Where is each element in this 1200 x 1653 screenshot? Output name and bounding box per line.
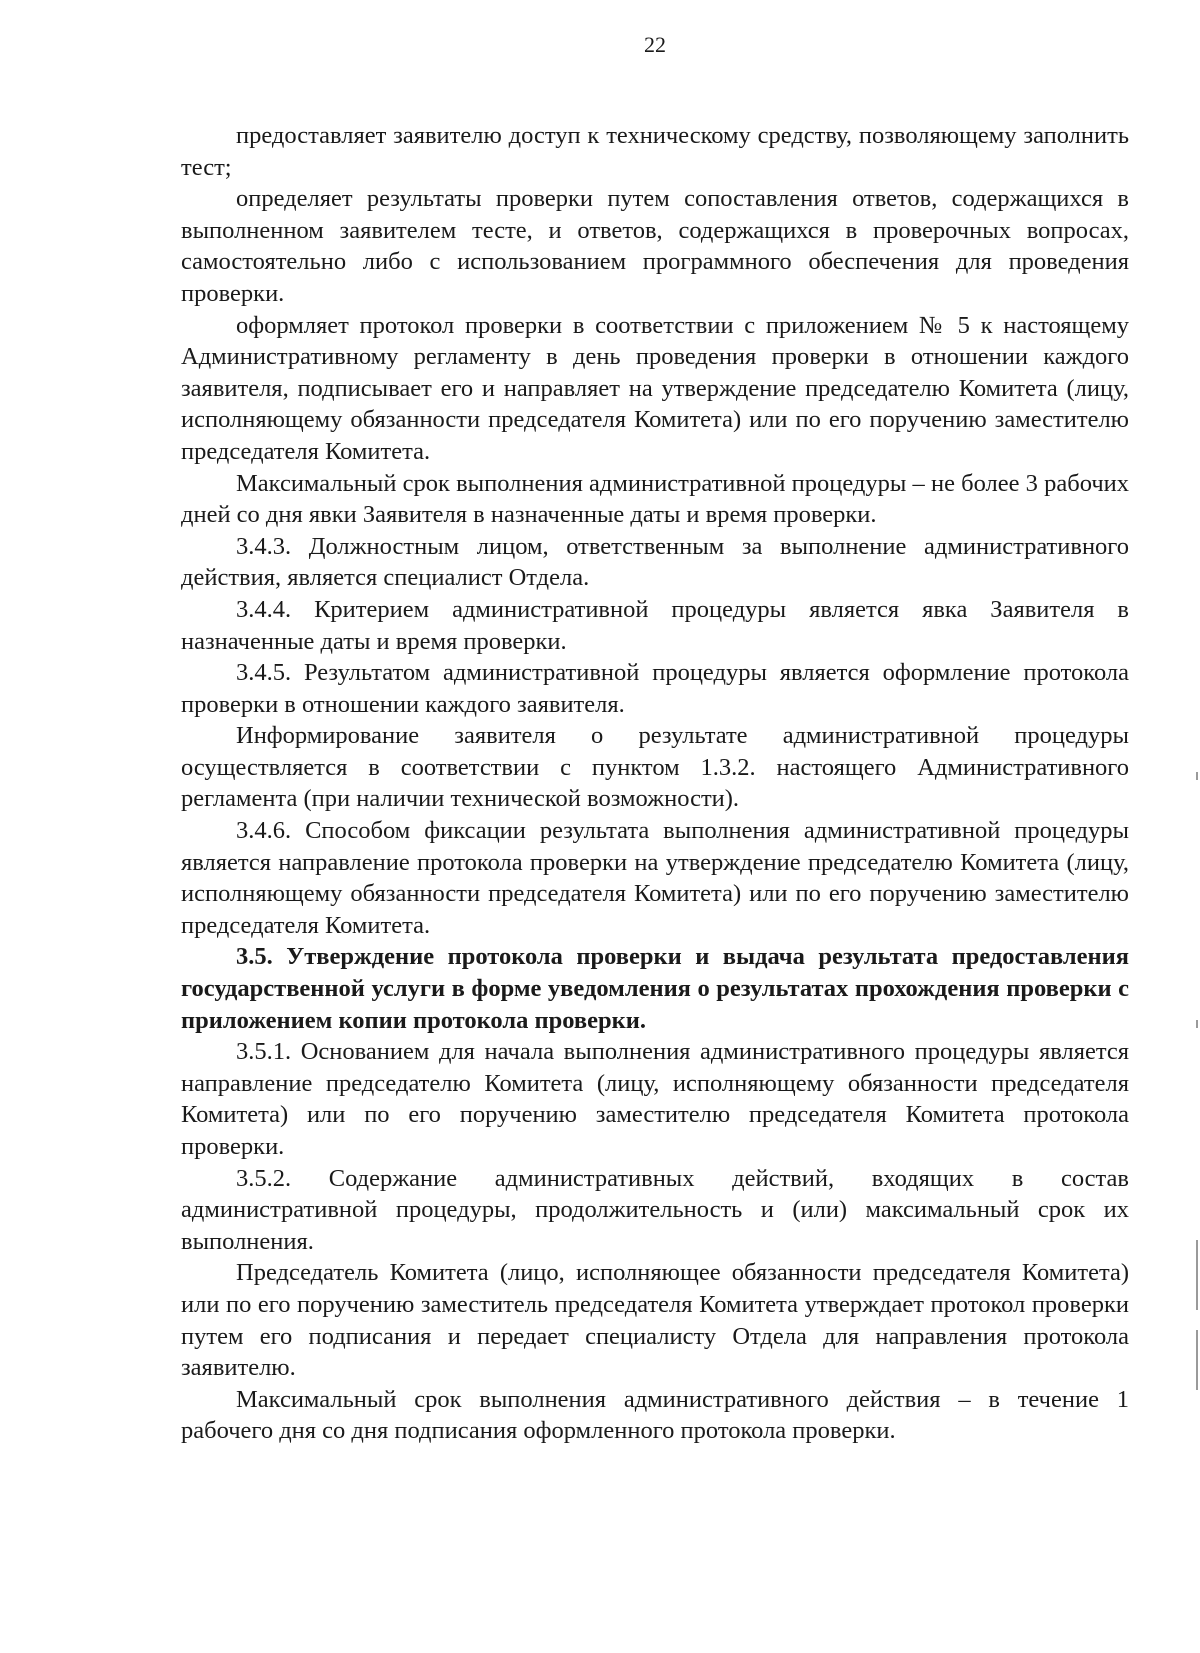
paragraph: Председатель Комитета (лицо, исполняющее обязанности председателя Комитета) или по его поручению заместитель председателя Комитета утверждает протокол проверки путем его подписания и передает специалисту Отдела для направления протокола заявителю. xyxy=(181,1259,1129,1382)
scan-artifact xyxy=(1196,772,1198,780)
paragraph: оформляет протокол проверки в соответствии с приложением № 5 к настоящему Административному регламенту в день проведения проверки в отношении каждого заявителя, подписывает его и направляет на утверждение председателю Комитета (лицу, исполняющему обязанности председателя Комитета) или по его поручению заместителю председателя Комитета. xyxy=(181,311,1129,465)
section-heading: 3.5. Утверждение протокола проверки и выдача результата предоставления государственной услуги в форме уведомления о результатах прохождения проверки с приложением копии протокола проверки. xyxy=(181,943,1129,1034)
paragraph: 3.4.4. Критерием административной процедуры является явка Заявителя в назначенные даты и время проверки. xyxy=(181,595,1129,655)
scan-artifact xyxy=(1196,1020,1198,1028)
paragraph: Максимальный срок выполнения административной процедуры – не более 3 рабочих дней со дня явки Заявителя в назначенные даты и время проверки. xyxy=(181,469,1129,529)
paragraph: Максимальный срок выполнения административного действия – в течение 1 рабочего дня со дня подписания оформленного протокола проверки. xyxy=(181,1385,1129,1445)
paragraph: Информирование заявителя о результате административной процедуры осуществляется в соответствии с пунктом 1.3.2. настоящего Административного регламента (при наличии технической возможности). xyxy=(181,722,1129,813)
document-body xyxy=(181,120,1129,1447)
page-number: 22 xyxy=(644,32,666,57)
paragraph: 3.4.5. Результатом административной процедуры является оформление протокола проверки в отношении каждого заявителя. xyxy=(181,659,1129,718)
paragraph: 3.4.6. Способом фиксации результата выполнения административной процедуры является направление протокола проверки на утверждение председателю Комитета (лицу, исполняющему обязанности председателя Комитета) или по его поручению заместителю председателя Комитета. xyxy=(181,817,1129,939)
paragraph: определяет результаты проверки путем сопоставления ответов, содержащихся в выполненном заявителем тесте, и ответов, содержащихся в проверочных вопросах, самостоятельно либо с использованием программного обеспечения для проведения проверки. xyxy=(181,185,1129,307)
scan-artifact xyxy=(1196,1330,1198,1390)
scan-artifact xyxy=(1196,1240,1198,1310)
paragraph: предоставляет заявителю доступ к техническому средству, позволяющему заполнить тест; xyxy=(181,122,1129,181)
paragraph: 3.4.3. Должностным лицом, ответственным за выполнение административного действия, является специалист Отдела. xyxy=(181,532,1129,592)
paragraph: 3.5.1. Основанием для начала выполнения административного процедуры является направление председателю Комитета (лицу, исполняющему обязанности председателя Комитета) или по его поручению заместителю председателя Комитета протокола проверки. xyxy=(181,1038,1129,1160)
paragraph: 3.5.2. Содержание административных действий, входящих в состав административной процедуры, продолжительность и (или) максимальный срок их выполнения. xyxy=(181,1164,1129,1255)
